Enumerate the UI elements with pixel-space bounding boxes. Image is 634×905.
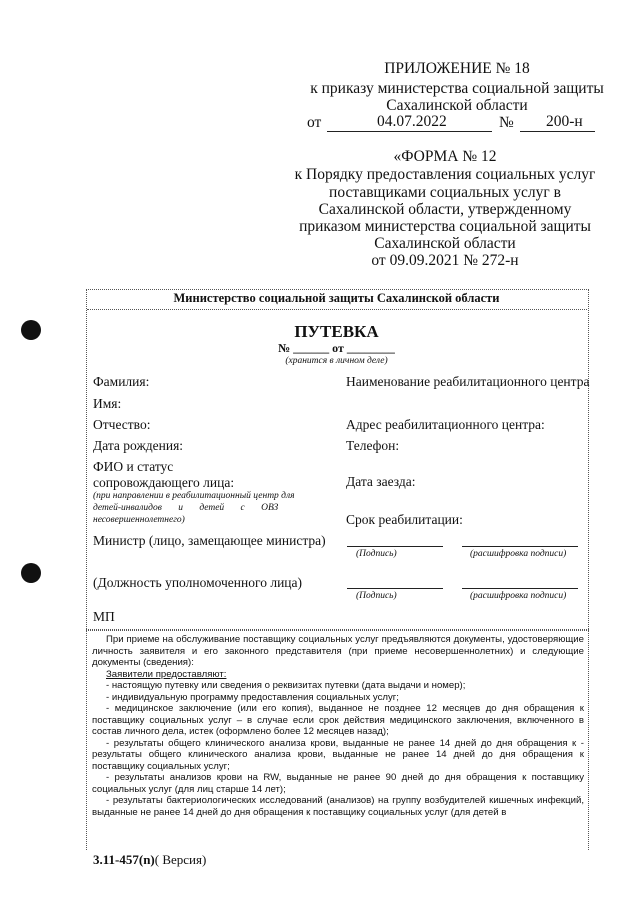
- center-address-label: Адрес реабилитационного центра:: [346, 417, 545, 432]
- appendix-number-label: №: [499, 114, 514, 131]
- minister-decoding-caption: (расшифровка подписи): [470, 549, 567, 559]
- documents-item: - медицинское заключение (или его копия), выданное не позднее 12 месяцев до дня обращения к поставщику социальных услуг – в случае если срок действия медицинского заключения, включенного в состав личного дела, истек (оформлено более 12 месяцев назад);: [92, 703, 584, 737]
- escort-note-2: детей-инвалидов и детей с ОВЗ: [93, 503, 279, 513]
- appendix-from-label: от: [307, 114, 322, 131]
- official-decoding-caption: (расшифровка подписи): [470, 591, 567, 601]
- official-decoding-line[interactable]: [462, 588, 578, 589]
- documents-intro: При приеме на обслуживание поставщику социальных услуг предъявляются документы, удостоверяющие личность заявителя и его законного представителя (при приеме несовершеннолетних) и следующие документы (сведения):: [92, 634, 584, 668]
- punch-hole-bottom: [21, 563, 41, 583]
- appendix-title: ПРИЛОЖЕНИЕ № 18: [384, 60, 530, 77]
- escort-note-3: несовершеннолетнего): [93, 515, 185, 525]
- appendix-line-2: Сахалинской области: [386, 97, 528, 114]
- form-header-line: «ФОРМА № 12: [393, 148, 497, 165]
- documents-item: - результаты бактериологических исследований (анализов) на группу возбудителей кишечных инфекций, выданные не ранее 14 дней до дня обращения к поставщику социальных услуг (для детей в: [92, 795, 584, 818]
- number-underline: [520, 131, 595, 132]
- footer-code: 3.11-457(n): [93, 852, 155, 867]
- minister-label: Министр (лицо, замещающее министра): [93, 533, 326, 548]
- escort-label-2: сопровождающего лица:: [93, 475, 235, 490]
- punch-hole-top: [21, 320, 41, 340]
- footer-version: [93, 852, 206, 868]
- phone-label: Телефон:: [346, 438, 400, 453]
- ministry-name: Министерство социальной защиты Сахалинской области: [173, 291, 500, 305]
- escort-label-1: ФИО и статус: [93, 459, 174, 474]
- official-signature-caption: (Подпись): [356, 591, 397, 601]
- minister-signature-caption: (Подпись): [356, 549, 397, 559]
- documents-text: [92, 634, 584, 818]
- official-signature-line[interactable]: [347, 588, 443, 589]
- minister-signature-line[interactable]: [347, 546, 443, 547]
- official-label: (Должность уполномоченного лица): [93, 575, 302, 590]
- appendix-date: 04.07.2022: [377, 113, 447, 130]
- date-underline: [327, 131, 492, 132]
- ministry-divider: [87, 309, 587, 310]
- form-header-line: поставщиками социальных услуг в: [329, 184, 561, 201]
- surname-label: Фамилия:: [93, 374, 150, 389]
- escort-note-1: (при направлении в реабилитационный центр для: [93, 491, 295, 501]
- form-header-line: к Порядку предоставления социальных услуг: [294, 166, 596, 183]
- voucher-title: ПУТЕВКА: [294, 322, 379, 341]
- documents-item: - индивидуальную программу предоставления социальных услуг;: [106, 691, 399, 703]
- kept-note: (хранится в личном деле): [285, 356, 388, 366]
- form-header-line: Сахалинской области: [374, 235, 516, 252]
- stamp-label: МП: [93, 609, 115, 624]
- documents-item: - настоящую путевку или сведения о реквизитах путевки (дата выдачи и номер);: [106, 680, 466, 691]
- center-name-label: Наименование реабилитационного центра: [346, 374, 590, 389]
- birthdate-label: Дата рождения:: [93, 438, 184, 453]
- documents-item: - результаты общего клинического анализа крови, выданные не ранее 14 дней до дня обращения к - результаты общего клинического анализа крови, выданные не ранее 14 дней до дня обращения к поставщику социальных услуг;: [92, 737, 584, 772]
- name-label: Имя:: [93, 396, 122, 411]
- voucher-number-line: № ______ от ________: [278, 341, 395, 355]
- form-header-line: приказом министерства социальной защиты: [299, 218, 591, 235]
- arrival-date-label: Дата заезда:: [346, 474, 416, 489]
- documents-item: - результаты анализов крови на RW, выданные не ранее 90 дней до дня обращения к поставщику социальных услуг (для лиц старше 14 лет);: [92, 772, 584, 795]
- patronymic-label: Отчество:: [93, 417, 151, 432]
- form-header-line: Сахалинской области, утвержденному: [318, 201, 572, 218]
- footer-version-label: ( Версия): [154, 852, 207, 867]
- appendix-line-1: к приказу министерства социальной защиты: [310, 80, 604, 97]
- documents-heading: Заявители предоставляют:: [106, 668, 227, 680]
- form-header-line: от 09.09.2021 № 272-н: [371, 252, 519, 269]
- minister-decoding-line[interactable]: [462, 546, 578, 547]
- appendix-number: 200-н: [546, 113, 583, 130]
- rehab-term-label: Срок реабилитации:: [346, 512, 463, 527]
